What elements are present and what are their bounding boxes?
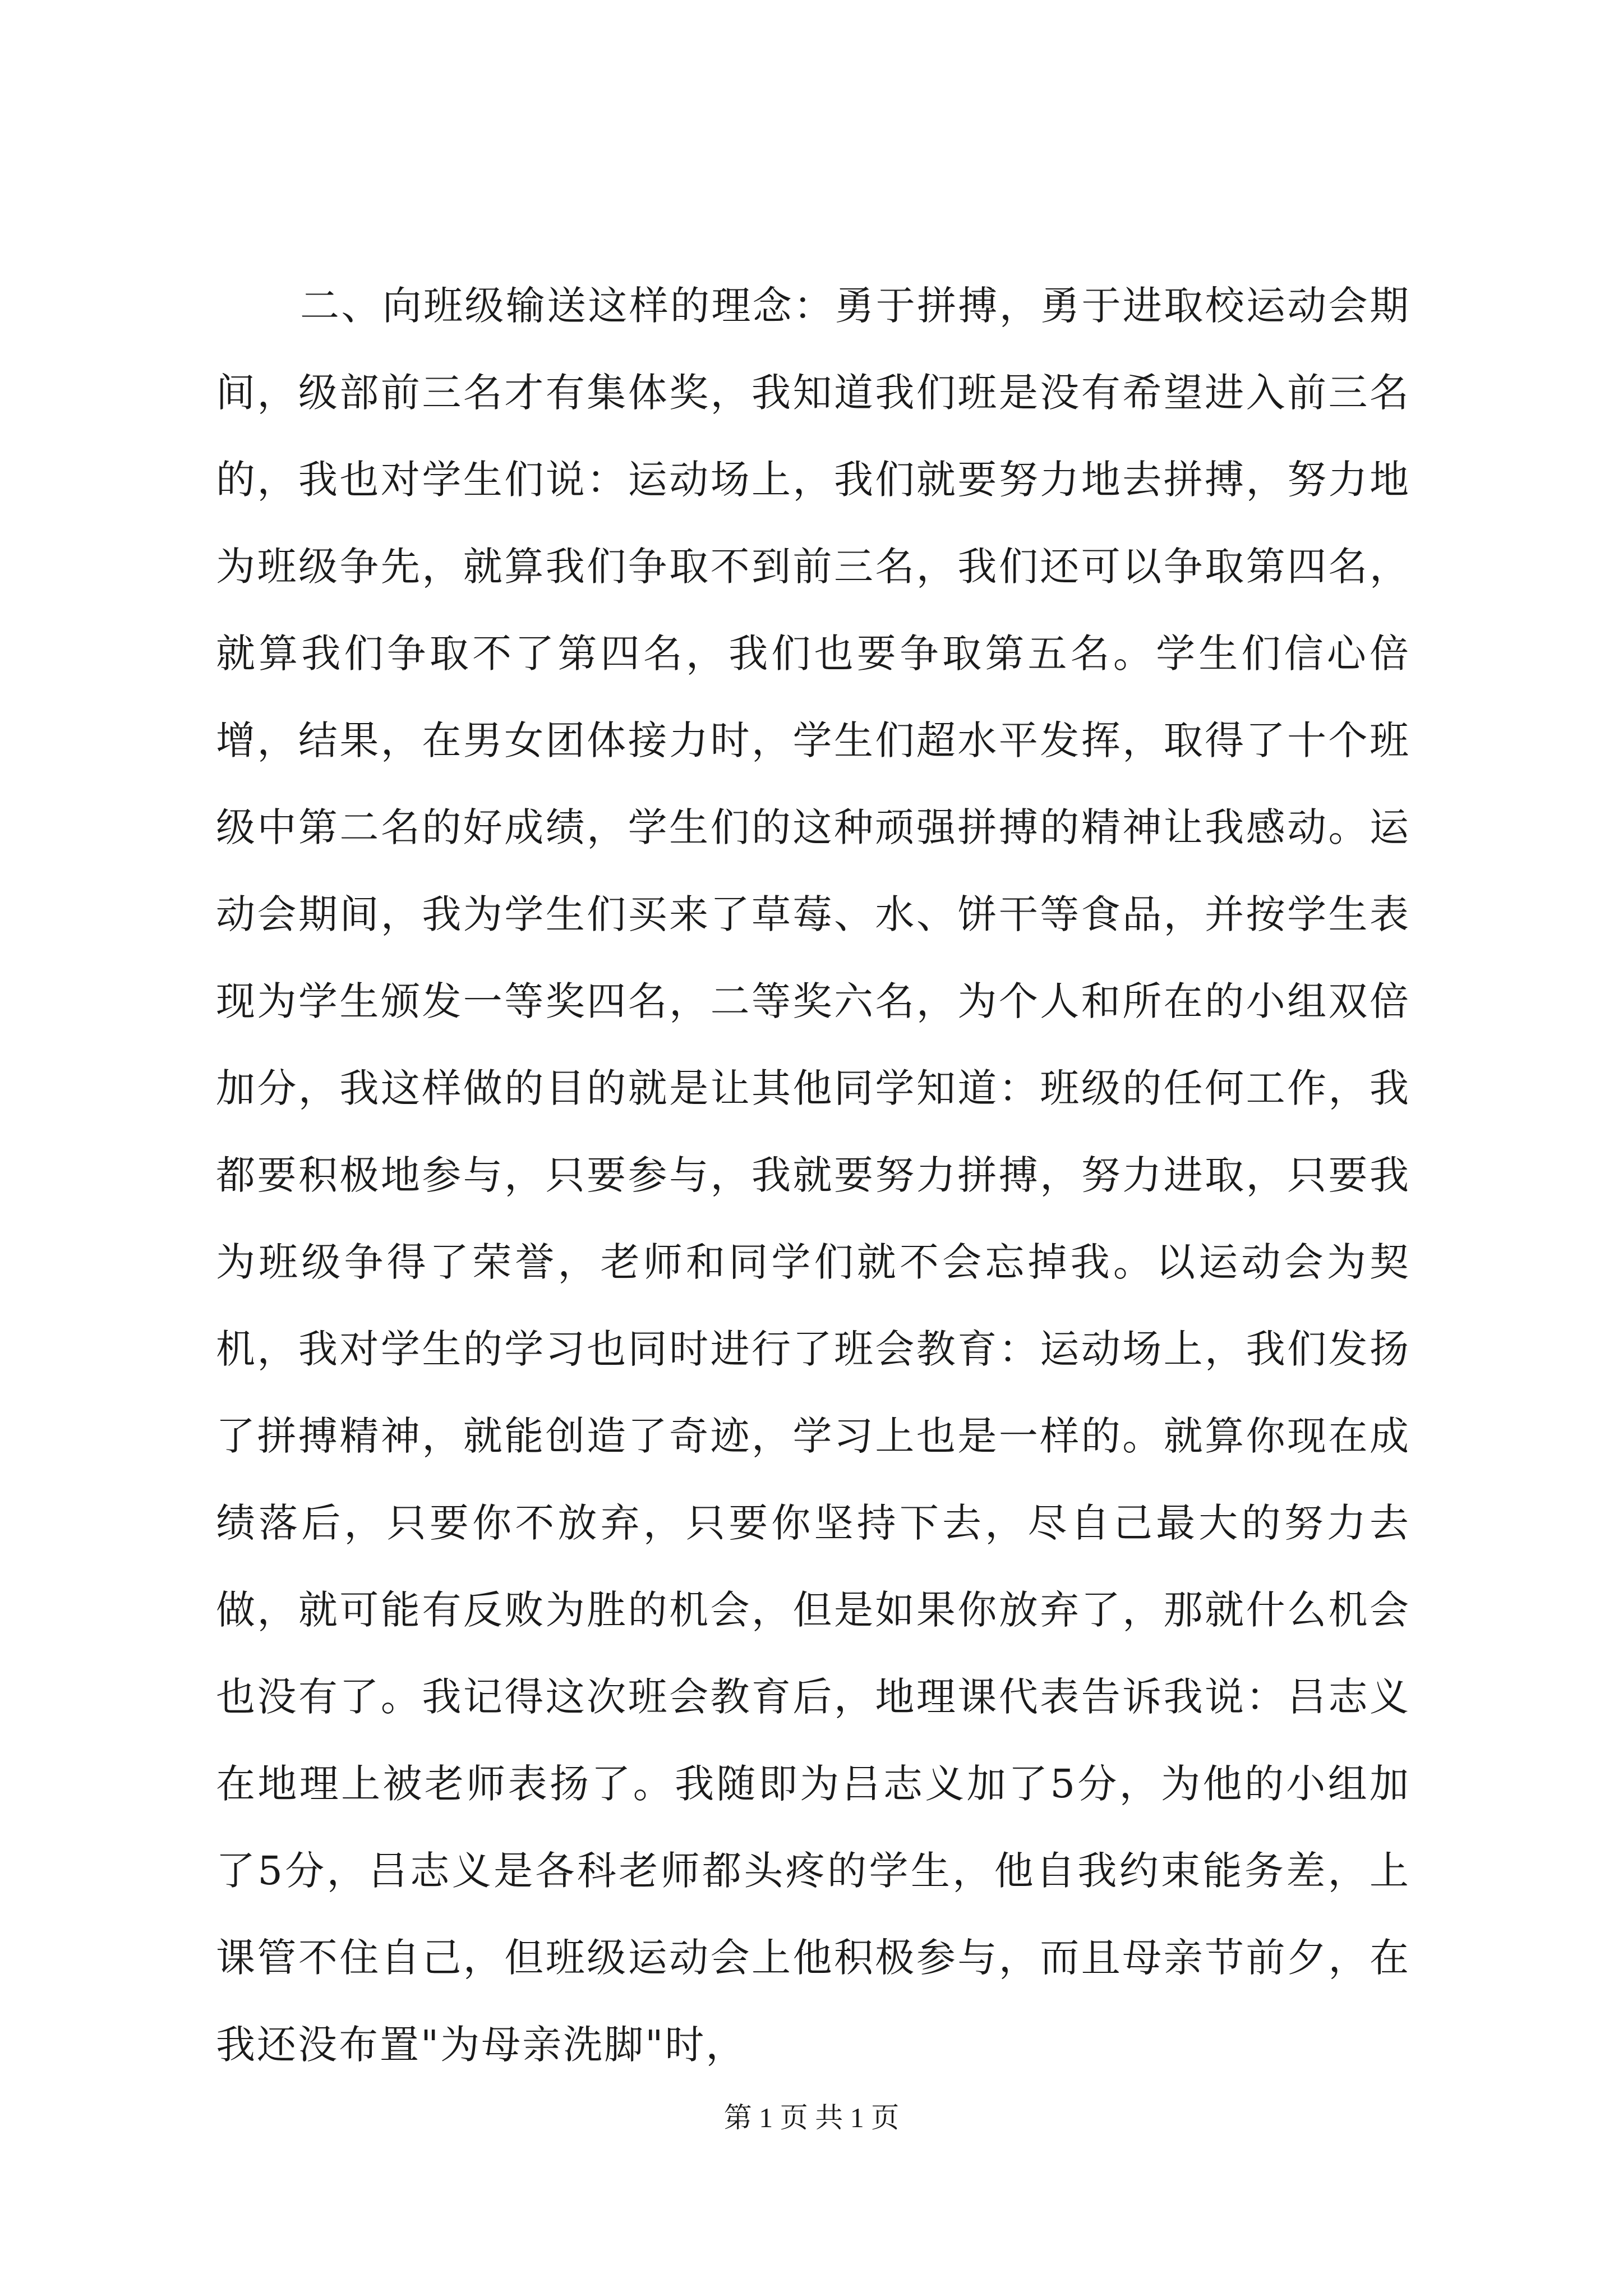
body-paragraph: 二、向班级输送这样的理念：勇于拼搏，勇于进取校运动会期间，级部前三名才有集体奖，我知道我们班是没有希望进入前三名的，我也对学生们说：运动场上，我们就要努力地去拼搏，努力地为班级争先，就算我们争取不到前三名，我们还可以争取第四名，就算我们争取不了第四名，我们也要争取第五名。学生们信心倍增，结果，在男女团体接力时，学生们超水平发挥，取得了十个班级中第二名的好成绩，学生们的这种顽强拼搏的精神让我感动。运动会期间，我为学生们买来了草莓、水、饼干等食品，并按学生表现为学生颁发一等奖四名，二等奖六名，为个人和所在的小组双倍加分，我这样做的目的就是让其他同学知道：班级的任何工作，我都要积极地参与，只要参与，我就要努力拼搏，努力进取，只要我为班级争得了荣誉，老师和同学们就不会忘掉我。以运动会为契机，我对学生的学习也同时进行了班会教育：运动场上，我们发扬了拼搏精神，就能创造了奇迹，学习上也是一样的。就算你现在成绩落后，只要你不放弃，只要你坚持下去，尽自己最大的努力去做，就可能有反败为胜的机会，但是如果你放弃了，那就什么机会也没有了。我记得这次班会教育后，地理课代表告诉我说：吕志义在地理上被老师表扬了。我随即为吕志义加了5分，为他的小组加了5分，吕志义是各科老师都头疼的学生，他自我约束能务差，上课管不住自己，但班级运动会上他积极参与，而且母亲节前夕，在我还没布置"为母亲洗脚"时， [216,283,1410,2068]
page-footer: 第 1 页 共 1 页 [723,2102,900,2133]
